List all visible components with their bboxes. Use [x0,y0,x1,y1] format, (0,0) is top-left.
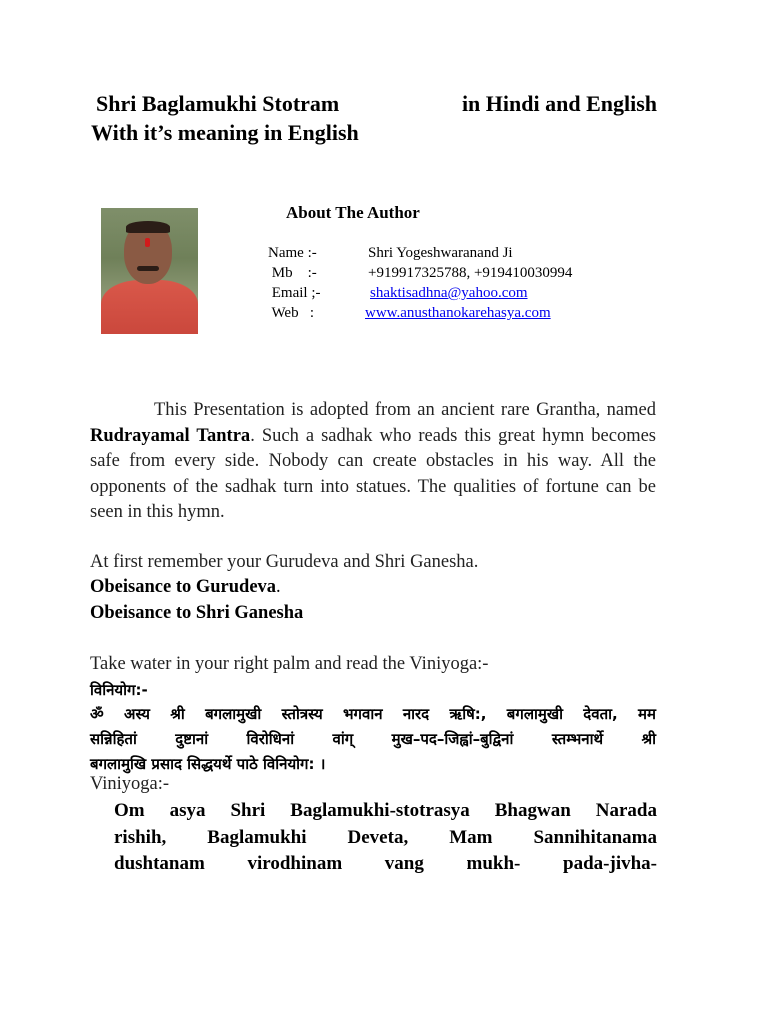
photo-moustache [137,266,159,271]
web-link[interactable]: www.anusthanokarehasya.com [365,305,551,321]
name-label: Name :- [268,245,317,261]
viniyoga-hindi-line-2: सन्निहितां दुष्टानां विरोधिनां वांग् मुख–पद–जिह्वां–बुद्विनां स्तम्भनार्थे श्री [90,730,656,748]
photo-tilak [145,238,150,247]
viniyoga-hindi-line-3: बगलामुखि प्रसाद सिद्धयर्थे पाठे विनियोग: । [90,755,326,773]
intro-text-b: . Such a sadhak who reads this great hymn becomes safe from every side. Nobody can create obstacles in his way. All the opponents of the sadhak turn into statues. The qualities of fortune can be seen in this hymn. [90,425,656,522]
remember-line: At first remember your Gurudeva and Shri Ganesha. [90,552,479,572]
title-part-2: in Hindi and English [461,91,657,116]
title-line-2: With it’s meaning in English [91,120,359,145]
viniyoga-trans-line-1: Om asya Shri Baglamukhi-stotrasya Bhagwan Narada [114,800,657,821]
obeisance-gurudeva-text: Obeisance to Gurudeva [90,577,277,597]
document-title [91,89,657,147]
viniyoga-label: Viniyoga:- [90,774,170,794]
email-link[interactable]: shaktisadhna@yahoo.com [370,285,528,301]
author-photo [101,208,198,334]
intro-paragraph [90,398,656,526]
viniyoga-transliteration [114,798,657,878]
viniyoga-hindi-text [90,702,656,777]
intro-bold-text: Rudrayamal Tantra [90,425,251,446]
viniyoga-trans-line-2: rishih, Baglamukhi Deveta, Mam Sannihitanama [114,826,657,848]
obeisance-gurudeva [90,577,281,598]
web-label: Web : [268,305,315,321]
take-water-line: Take water in your right palm and read the Viniyoga:- [90,654,489,674]
viniyoga-hindi-line-1: ॐ अस्य श्री बगलामुखी स्तोत्रस्य भगवान नारद ऋषि:, बगलामुखी देवता, मम [90,705,656,723]
name-value: Shri Yogeshwaranand Ji [368,245,513,261]
title-line-1 [91,89,657,118]
about-author-heading: About The Author [286,203,420,222]
obeisance-ganesha: Obeisance to Shri Ganesha [90,603,304,623]
photo-robe [101,280,198,334]
mobile-label: Mb :- [268,265,317,281]
obeisance-gurudeva-dot: . [276,577,281,597]
email-label: Email ;- [268,285,321,301]
intro-text-a: This Presentation is adopted from an ancient rare Grantha, named [154,400,656,420]
mobile-value: +919917325788, +919410030994 [368,265,573,281]
title-part-1: Shri Baglamukhi Stotram [96,91,340,116]
photo-hair [126,221,170,233]
viniyoga-hindi-heading: विनियोग:- [90,681,148,699]
viniyoga-trans-line-3: dushtanam virodhinam vang mukh- pada-jivha- [114,853,657,874]
